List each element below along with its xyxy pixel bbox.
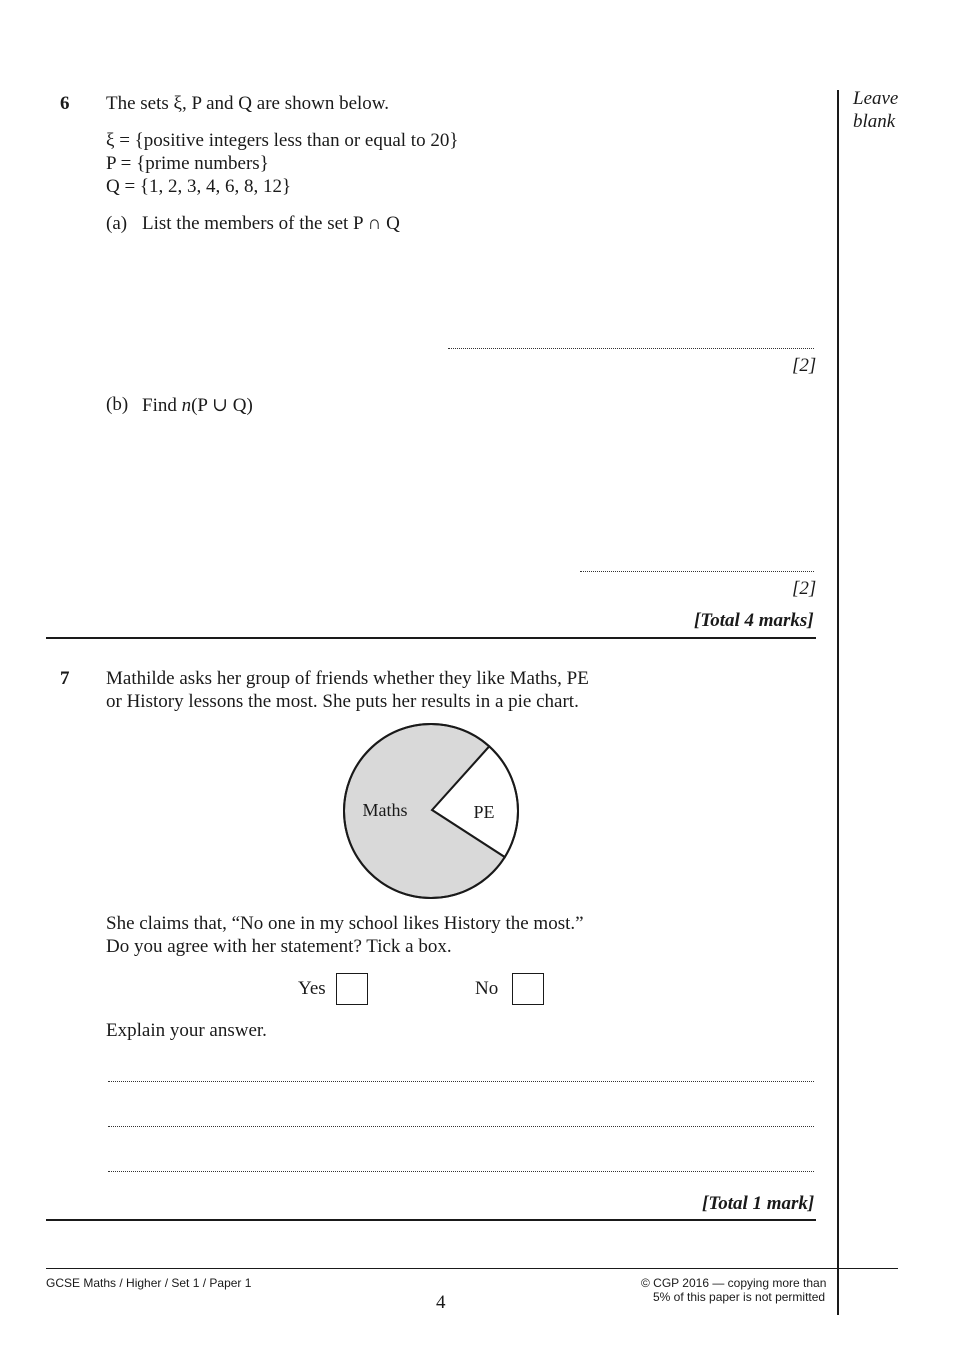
footer-left: GCSE Maths / Higher / Set 1 / Paper 1: [46, 1276, 252, 1290]
part-b-answer-line[interactable]: [580, 571, 814, 572]
part-b-n: n: [181, 395, 192, 416]
question-7-line2: or History lessons the most. She puts her results in a pie chart.: [106, 691, 579, 712]
leave-blank-label-1: Leave: [853, 88, 899, 109]
margin-rule: [837, 90, 839, 1315]
set-xi: ξ = {positive integers less than or equal to 20}: [106, 130, 459, 151]
no-label: No: [475, 978, 499, 999]
question-6-total: [Total 4 marks]: [694, 610, 814, 631]
set-q: Q = {1, 2, 3, 4, 6, 8, 12}: [106, 176, 292, 197]
part-a-answer-line[interactable]: [448, 348, 814, 349]
explain-answer-line-1[interactable]: [108, 1081, 814, 1082]
part-b-text: [142, 394, 253, 417]
part-b-marks: [2]: [792, 578, 817, 599]
question-7-number: 7: [60, 668, 70, 689]
question-7-line1: Mathilde asks her group of friends whether they like Maths, PE: [106, 668, 589, 689]
part-a-marks: [2]: [792, 355, 817, 376]
yes-label: Yes: [298, 978, 326, 999]
claim-line1: She claims that, “No one in my school likes History the most.”: [106, 913, 584, 934]
pie-label-pe: PE: [473, 802, 495, 822]
leave-blank-label-2: blank: [853, 111, 896, 132]
explain-prompt: Explain your answer.: [106, 1020, 267, 1041]
no-checkbox[interactable]: [512, 973, 544, 1005]
set-p: P = {prime numbers}: [106, 153, 269, 174]
question-7-total: [Total 1 mark]: [702, 1193, 815, 1214]
pie-chart: [330, 710, 530, 910]
footer-rule: [46, 1268, 898, 1269]
question-7-divider: [46, 1219, 816, 1221]
footer-right-1: © CGP 2016 — copying more than: [641, 1276, 827, 1290]
claim-line2: Do you agree with her statement? Tick a box.: [106, 936, 452, 957]
question-6-number: 6: [60, 93, 70, 114]
question-6-intro: The sets ξ, P and Q are shown below.: [106, 93, 390, 114]
footer-right-2: 5% of this paper is not permitted: [653, 1290, 826, 1304]
part-a-text: List the members of the set P ∩ Q: [142, 213, 400, 234]
explain-answer-line-3[interactable]: [108, 1171, 814, 1172]
pie-label-maths: Maths: [362, 800, 408, 820]
part-b-find: Find: [142, 395, 182, 416]
part-b-rest: (P ∪ Q): [191, 395, 253, 416]
page-number: 4: [436, 1292, 446, 1313]
explain-answer-line-2[interactable]: [108, 1126, 814, 1127]
part-a-label: (a): [106, 213, 128, 234]
question-6-divider: [46, 637, 816, 639]
part-b-label: (b): [106, 394, 129, 415]
yes-checkbox[interactable]: [336, 973, 368, 1005]
